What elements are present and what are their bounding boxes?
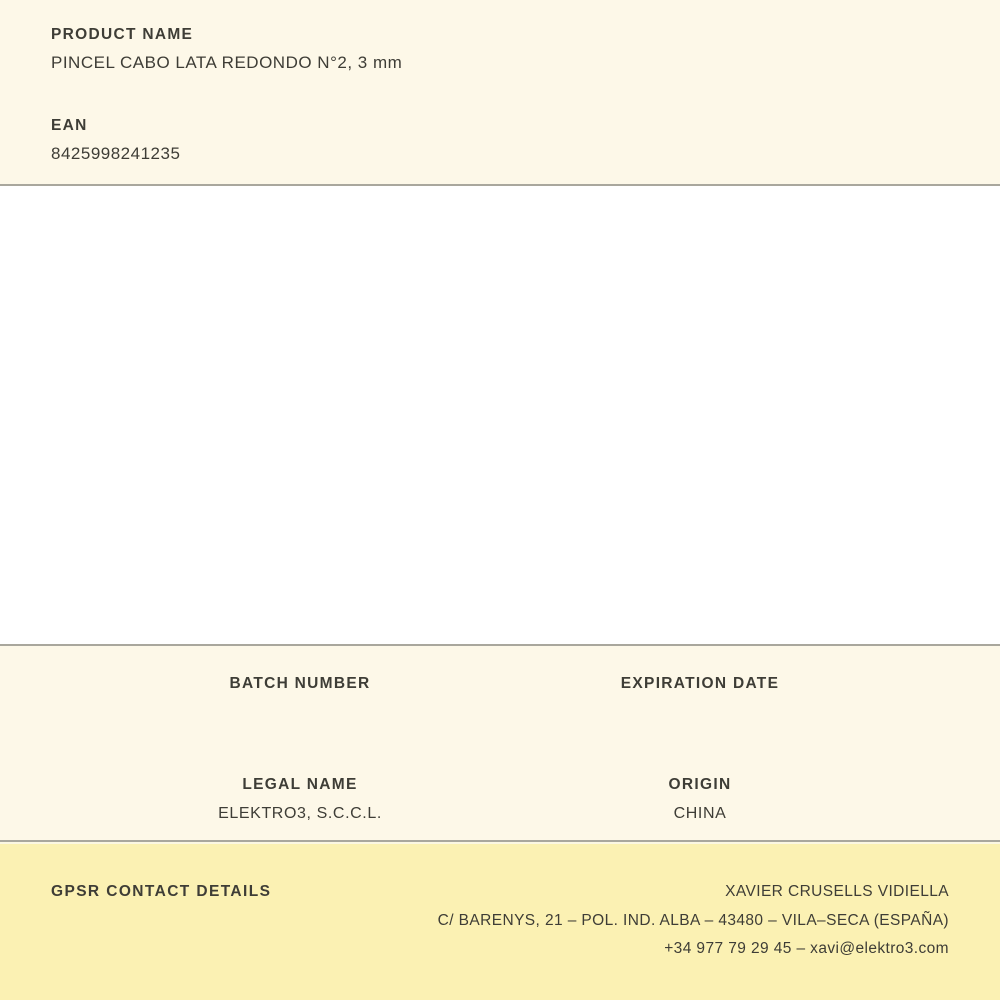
expiration-date-label: EXPIRATION DATE [620, 675, 780, 692]
gpsr-contact-section [0, 842, 1000, 1000]
gpsr-contact-phone-email: +34 977 79 29 45 – xavi@elektro3.com [664, 940, 949, 957]
origin-label: ORIGIN [668, 776, 732, 793]
product-name-label: PRODUCT NAME [51, 26, 194, 43]
batch-number-col [100, 674, 500, 703]
batch-number-label: BATCH NUMBER [229, 675, 371, 692]
origin-col [500, 775, 900, 823]
gpsr-contact-name: XAVIER CRUSELLS VIDIELLA [725, 883, 949, 900]
legal-name-value: ELEKTRO3, S.C.C.L. [218, 805, 382, 822]
ean-label: EAN [51, 117, 88, 134]
legal-name-label: LEGAL NAME [242, 776, 358, 793]
origin-value: CHINA [673, 805, 727, 822]
details-section [0, 644, 1000, 842]
product-image-area [0, 186, 1000, 644]
legal-origin-row [100, 775, 900, 823]
expiration-date-col [500, 674, 900, 703]
ean-field [51, 116, 950, 164]
product-name-value: PINCEL CABO LATA REDONDO N°2, 3 mm [51, 53, 403, 72]
product-info-section [0, 0, 1000, 186]
product-name-field [51, 25, 950, 73]
ean-value: 8425998241235 [51, 144, 181, 163]
gpsr-title: GPSR CONTACT DETAILS [51, 883, 272, 900]
gpsr-contact-address: C/ BARENYS, 21 – POL. IND. ALBA – 43480 – VILA–SECA (ESPAÑA) [437, 911, 949, 929]
legal-name-col [100, 775, 500, 823]
gpsr-contact-block [271, 878, 949, 964]
batch-expiration-row [100, 674, 900, 703]
